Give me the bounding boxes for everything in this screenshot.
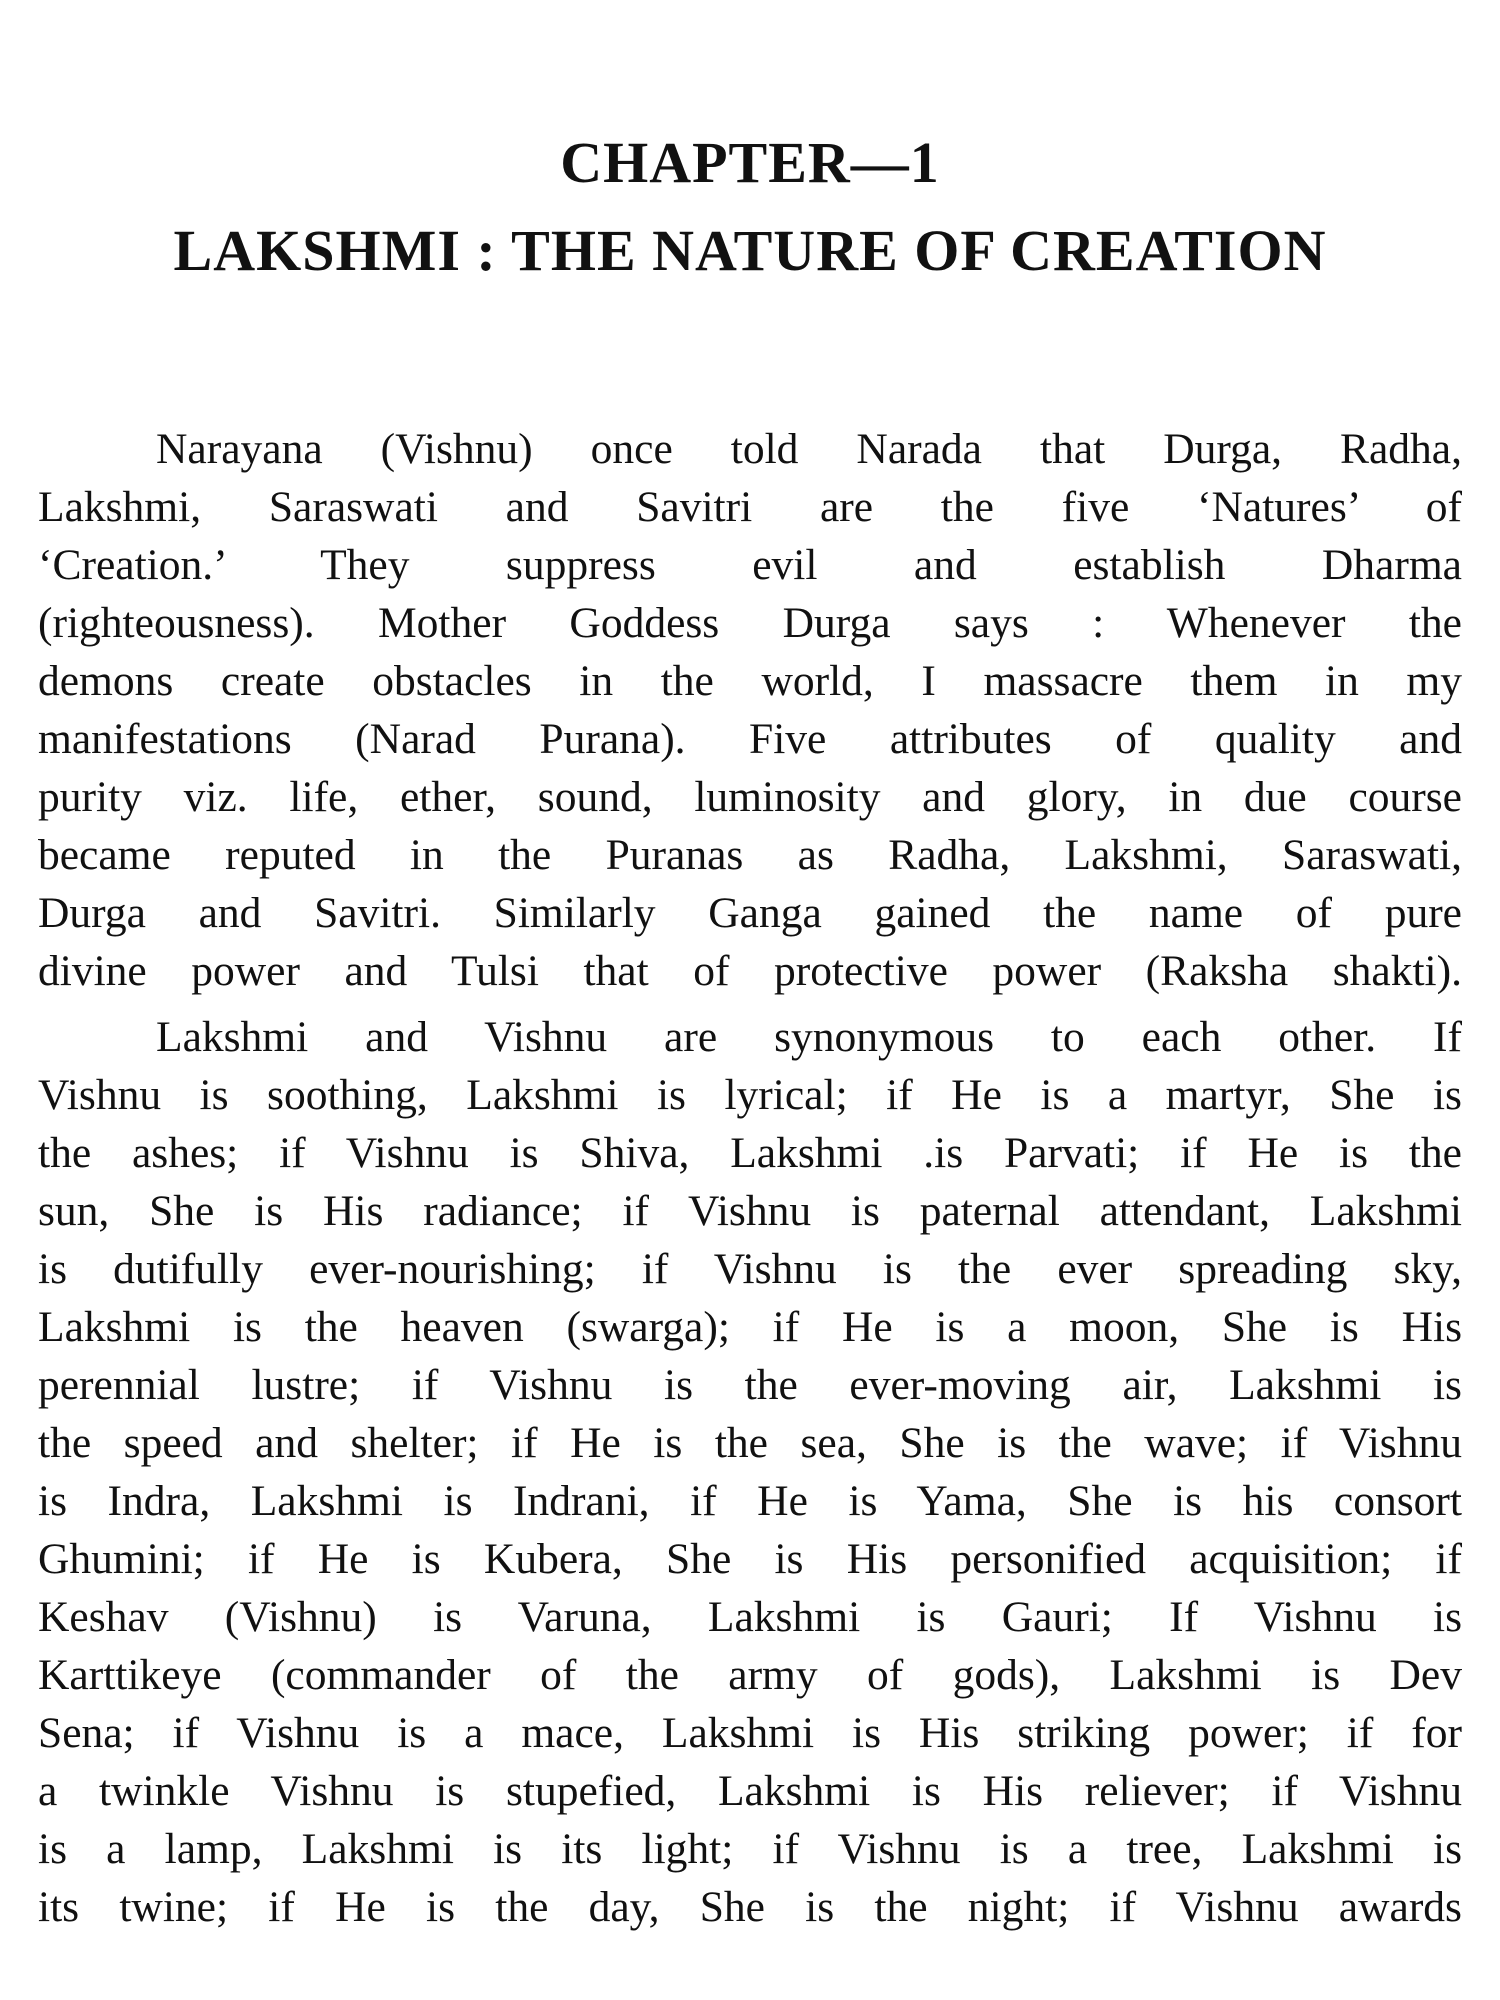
paragraph-line: sun, She is His radiance; if Vishnu is paternal attendant, Lakshmi <box>38 1187 1462 1235</box>
paragraph-line: Vishnu is soothing, Lakshmi is lyrical; if He is a martyr, She is <box>38 1071 1462 1119</box>
paragraph-line: divine power and Tulsi that of protective power (Raksha shakti). <box>38 947 1462 995</box>
paragraph-line: perennial lustre; if Vishnu is the ever-moving air, Lakshmi is <box>38 1361 1462 1409</box>
paragraph-line: purity viz. life, ether, sound, luminosity and glory, in due course <box>38 773 1462 821</box>
paragraph-line: Ghumini; if He is Kubera, She is His personified acquisition; if <box>38 1535 1462 1583</box>
paragraph-line: Lakshmi and Vishnu are synonymous to each other. If <box>156 1013 1462 1061</box>
chapter-title: LAKSHMI : THE NATURE OF CREATION <box>173 218 1327 283</box>
chapter-number: CHAPTER—1 <box>560 130 940 195</box>
paragraph-1 <box>38 420 1462 1000</box>
paragraph-line: ‘Creation.’ They suppress evil and establish Dharma <box>38 541 1462 589</box>
paragraph-line: Lakshmi is the heaven (swarga); if He is a moon, She is His <box>38 1303 1462 1351</box>
paragraph-line: a twinkle Vishnu is stupefied, Lakshmi is His reliever; if Vishnu <box>38 1767 1462 1815</box>
paragraph-line: the speed and shelter; if He is the sea, She is the wave; if Vishnu <box>38 1419 1462 1467</box>
paragraph-line: Narayana (Vishnu) once told Narada that Durga, Radha, <box>156 425 1462 473</box>
paragraph-line: became reputed in the Puranas as Radha, Lakshmi, Saraswati, <box>38 831 1462 879</box>
paragraph-line: is dutifully ever-nourishing; if Vishnu is the ever spreading sky, <box>38 1245 1462 1293</box>
paragraph-2 <box>38 1008 1462 1936</box>
paragraph-line: manifestations (Narad Purana). Five attributes of quality and <box>38 715 1462 763</box>
paragraph-line: Lakshmi, Saraswati and Savitri are the five ‘Natures’ of <box>38 483 1462 531</box>
paragraph-line: Keshav (Vishnu) is Varuna, Lakshmi is Gauri; If Vishnu is <box>38 1593 1462 1641</box>
paragraph-line: (righteousness). Mother Goddess Durga says : Whenever the <box>38 599 1462 647</box>
paragraph-line: Durga and Savitri. Similarly Ganga gained the name of pure <box>38 889 1462 937</box>
paragraph-line: the ashes; if Vishnu is Shiva, Lakshmi .is Parvati; if He is the <box>38 1129 1462 1177</box>
paragraph-line: demons create obstacles in the world, I massacre them in my <box>38 657 1462 705</box>
paragraph-line: Karttikeye (commander of the army of gods), Lakshmi is Dev <box>38 1651 1462 1699</box>
paragraph-line: is a lamp, Lakshmi is its light; if Vishnu is a tree, Lakshmi is <box>38 1825 1462 1873</box>
paragraph-line: is Indra, Lakshmi is Indrani, if He is Yama, She is his consort <box>38 1477 1462 1525</box>
paragraph-line: its twine; if He is the day, She is the night; if Vishnu awards <box>38 1883 1462 1931</box>
paragraph-line: Sena; if Vishnu is a mace, Lakshmi is His striking power; if for <box>38 1709 1462 1757</box>
